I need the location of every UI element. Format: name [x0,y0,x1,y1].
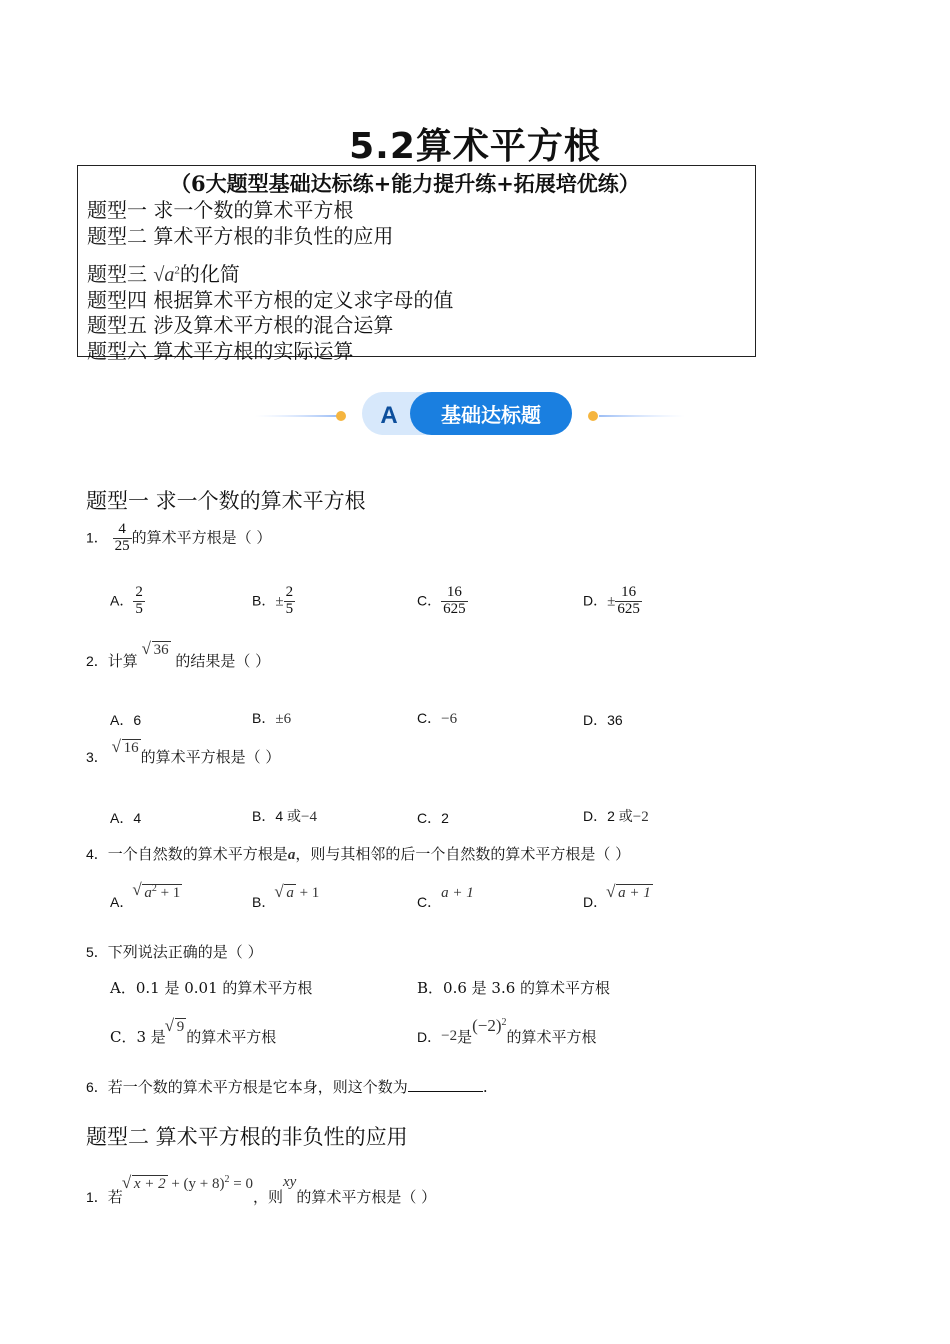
q4-a-radicand: a [144,885,152,901]
q4-a-label: A． [110,894,134,910]
q2-option-b[interactable] [252,708,291,728]
q5-d-expr: (−2) [472,1016,502,1035]
q5-d-mid: 是 [457,1028,473,1046]
banner-line-right [599,415,685,417]
q5-d-post: 的算术平方根 [506,1028,597,1046]
s2q1-pre: 若 [107,1188,123,1206]
s2q1-exp: 2 [224,1174,230,1185]
toc-radical-var: a [164,264,175,286]
q5-d-label: D． [417,1029,442,1045]
q5-option-b[interactable]: B．0.6 是 3.6 的算术平方根 [417,979,611,997]
toc-radical-sign: √ [153,264,165,286]
q3-text: 的算术平方根是（ ） [140,748,281,766]
q2-text: 的结果是（ ） [175,652,271,670]
q1-b-sign: ± [275,593,284,610]
s2q1-mid: + (y + 8) [167,1176,225,1192]
question-4 [86,843,630,864]
q4-option-b[interactable] [252,882,320,910]
toc-radical-exp: 2 [174,264,180,277]
banner-letter: A [380,402,398,429]
q1-b-den: 5 [285,600,294,617]
q1-option-a[interactable] [110,585,145,618]
q4-c-label: C． [417,894,442,910]
q4-number: 4． [86,846,108,862]
s2q1-radicand: x + 2 [133,1176,166,1192]
banner-line-left [255,415,337,417]
q5-option-c[interactable] [110,1015,277,1046]
banner-dot-right [588,411,598,421]
q3-option-a[interactable]: A．4 [110,810,142,826]
q1-b-fraction [284,585,296,618]
q1-d-num: 16 [615,585,642,602]
toc-item-4: 题型四 根据算术平方根的定义求字母的值 [87,288,454,312]
q3-d-label: D．2 或 [583,808,633,824]
toc-item-2: 题型二 算术平方根的非负性的应用 [87,224,394,248]
question-2 [86,642,271,671]
q2-c-label: C． [417,710,442,726]
q5-option-d[interactable] [417,1015,597,1046]
q1-d-fraction [615,585,642,618]
banner-dot-left [336,411,346,421]
q1-text: 的算术平方根是（ ） [131,528,272,547]
s2q1-sqrt [123,1176,168,1193]
q1-a-fraction [133,585,145,618]
q4-option-a[interactable] [110,882,182,910]
q4-a-exp: 2 [151,883,157,894]
q4-c-value: a + 1 [441,885,474,901]
q1-d-den: 625 [617,600,640,617]
q1-b-label: B． [252,592,276,609]
q1-c-den: 625 [443,600,466,617]
q1-fraction [113,522,132,555]
toc-item-6: 题型六 算术平方根的实际运算 [87,339,354,363]
q2-number: 2． [86,653,108,669]
q3-b-label: B．4 或 [252,808,302,824]
q4-b-label: B． [252,894,276,910]
q6-answer-blank[interactable] [408,1091,483,1092]
q5-c-radicand: 9 [176,1019,185,1035]
toc-item-3-suffix: 的化简 [179,262,240,286]
q4-text-post: ，则与其相邻的后一个自然数的算术平方根是（ ） [295,845,631,863]
s2q1-number: 1． [86,1189,108,1205]
q2-option-d[interactable]: D．36 [583,712,623,728]
q5-c-post: 的算术平方根 [186,1028,277,1046]
q1-option-c[interactable] [417,585,468,618]
q3-radicand: 16 [123,740,139,756]
q2-b-label: B． [252,710,276,726]
q5-number: 5． [86,944,108,960]
toc-item-1: 题型一 求一个数的算术平方根 [87,198,354,222]
toc-item-3 [87,258,240,287]
q3-sqrt [113,740,141,757]
q4-b-sqrt [275,885,296,902]
q2-b-value: ±6 [275,711,292,727]
s2q1-post: 的算术平方根是（ ） [296,1188,437,1206]
question-5 [86,941,263,962]
q4-b-tail: + 1 [295,885,320,901]
toc-box [77,165,756,363]
q4-option-d[interactable] [583,882,653,910]
q6-end: . [482,1078,488,1096]
q4-option-c[interactable] [417,882,474,910]
question-1 [86,522,271,555]
section-banner [255,384,685,444]
s2q1-eq: = 0 [229,1176,253,1192]
q5-d-exp: 2 [501,1017,507,1028]
q1-d-sign: ± [607,593,616,610]
section-heading-2: 题型二 算术平方根的非负性的应用 [86,1125,408,1149]
q4-d-radicand: a + 1 [618,885,651,901]
q4-text-pre: 一个自然数的算术平方根是 [107,845,288,863]
q3-option-c[interactable]: C．2 [417,810,449,826]
q1-b-num: 2 [285,584,294,600]
q5-c-sqrt [166,1019,187,1036]
toc-item-3-label: 题型三 [87,262,154,286]
toc-item-3-radical [153,264,179,286]
q1-d-label: D． [583,592,608,609]
q5-option-a[interactable]: A．0.1 是 0.01 的算术平方根 [110,979,313,997]
q4-a-tail: + 1 [156,885,181,901]
q4-b-radicand: a [286,885,294,901]
q1-c-label: C． [417,592,442,609]
q3-d-value: −2 [632,809,649,825]
toc-item-5: 题型五 涉及算术平方根的混合运算 [87,313,394,337]
q3-option-d[interactable] [583,806,649,826]
q4-d-label: D． [583,894,608,910]
q5-c-pre: C．3 是 [110,1028,166,1046]
q2-pre: 计算 [107,652,138,670]
q2-sqrt [143,642,171,659]
q4-a-sqrt [133,883,182,902]
q5-d-value: −2 [441,1028,458,1044]
q1-number: 1． [86,529,108,546]
q1-frac-num: 4 [113,522,132,539]
q6-text: 若一个数的算术平方根是它本身，则这个数为 [107,1078,408,1096]
q3-b-value: −4 [301,809,317,825]
banner-label: 基础达标题 [441,403,541,427]
section-heading-1: 题型一 求一个数的算术平方根 [86,489,366,513]
q6-number: 6． [86,1079,108,1095]
q4-var: a [287,847,296,863]
toc-subtitle: （6大题型基础达标练+能力提升练+拓展培优练） [170,171,640,196]
s2q1-var: xy [283,1174,297,1190]
question-6 [86,1076,488,1097]
q1-frac-den: 25 [114,537,130,554]
q4-d-sqrt [607,885,653,902]
q1-a-den: 5 [135,600,143,617]
q3-number: 3． [86,749,108,765]
s2-question-1 [86,1172,437,1206]
q2-c-value: −6 [441,711,458,727]
q1-option-d[interactable] [583,585,642,618]
q1-c-num: 16 [441,585,468,602]
q3-option-b[interactable] [252,806,317,826]
question-3 [86,740,281,767]
q2-option-a[interactable]: A．6 [110,712,142,728]
q2-radicand: 36 [153,642,169,658]
s2q1-comma: ，则 [252,1188,283,1206]
q1-c-fraction [441,585,468,618]
q5-text: 下列说法正确的是（ ） [107,943,263,961]
q1-option-b[interactable] [252,585,295,618]
q1-a-label: A． [110,592,134,609]
page-title: 5.2算术平方根 [349,126,601,167]
q2-option-c[interactable] [417,708,457,728]
q1-a-num: 2 [135,584,143,600]
